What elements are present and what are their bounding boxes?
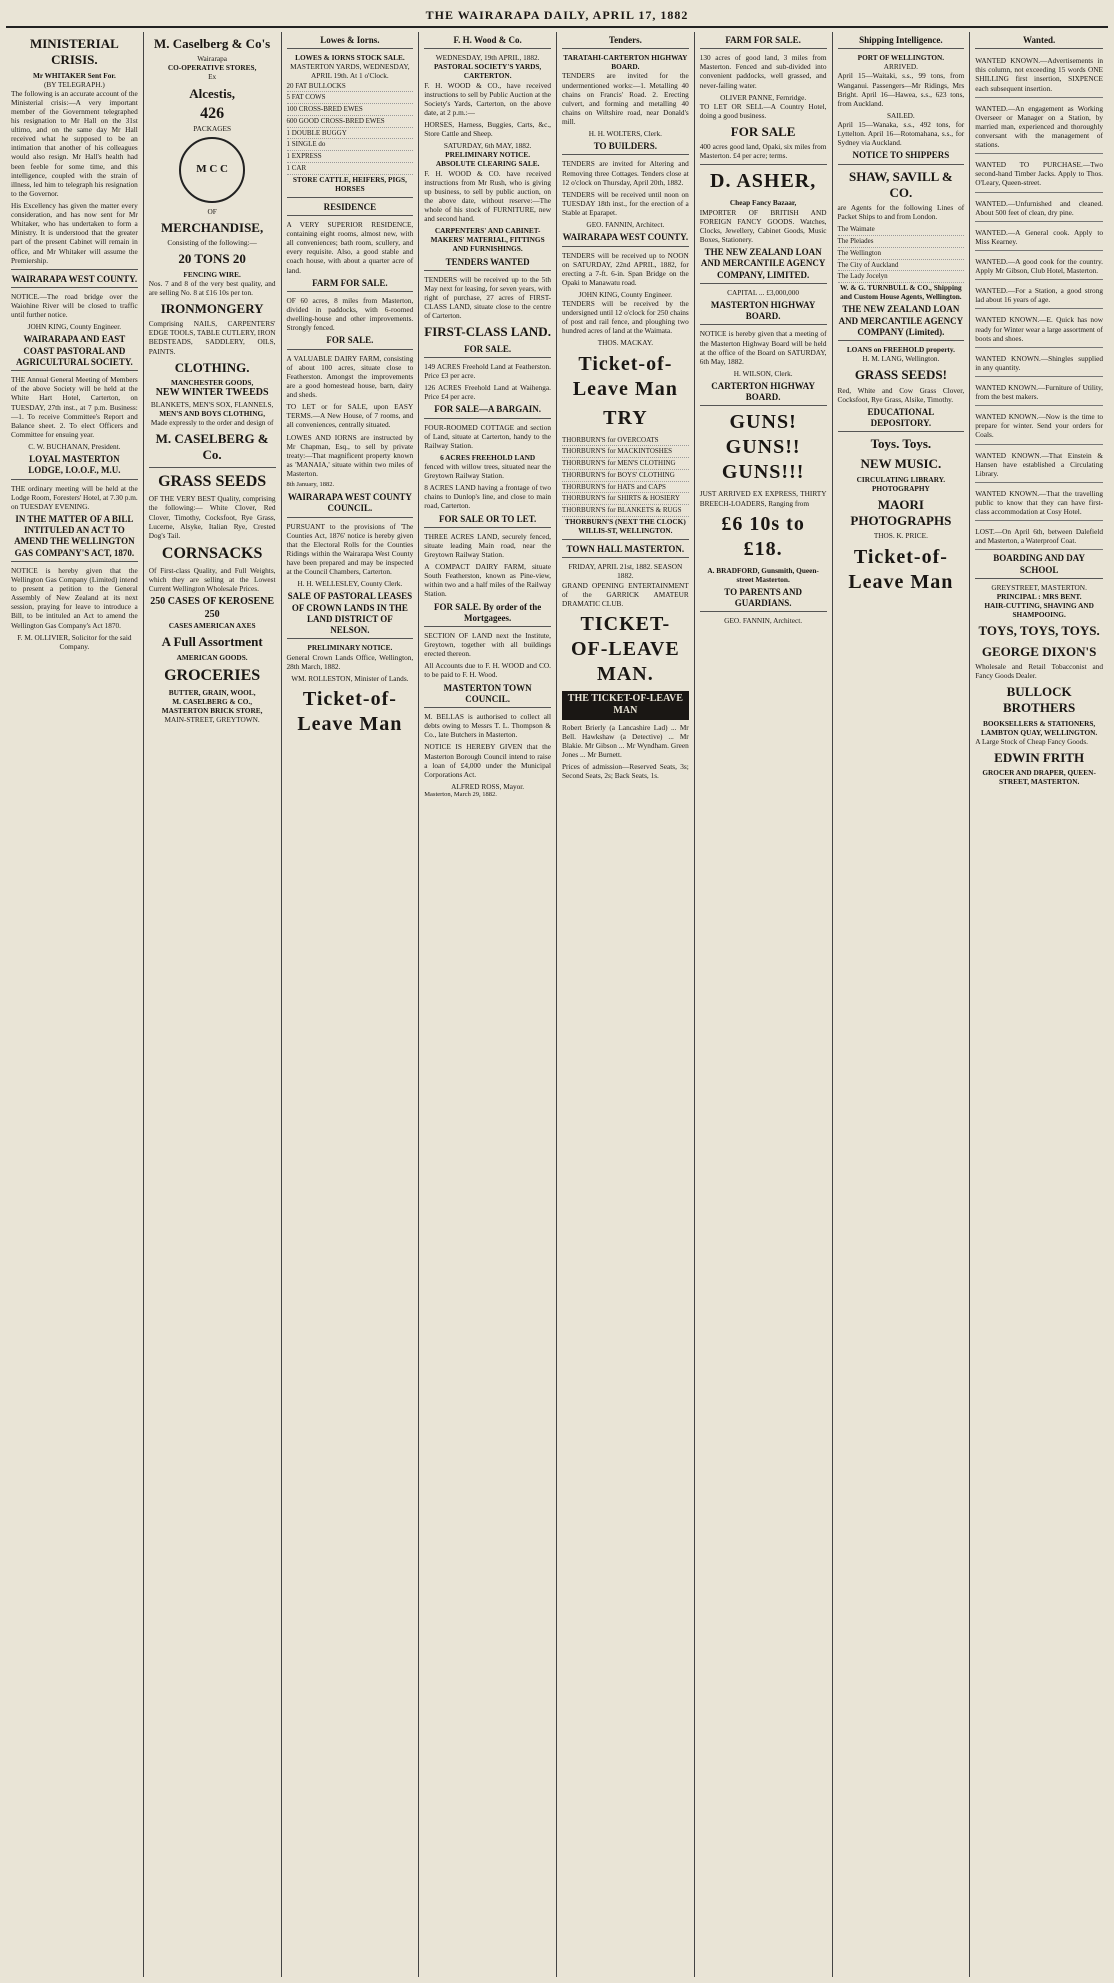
ad-text: TO LET or for SALE, upon EASY TERMS.—A New House, of 7 rooms, and all conveniences, centrally situated. (286, 402, 414, 430)
signature: C. W. BUCHANAN, President. (28, 442, 121, 451)
ad-grass: GRASS SEEDS! (854, 367, 947, 383)
ad-date: 8th January, 1882. (286, 481, 335, 489)
classified-ad: WANTED TO PURCHASE.—Two second-hand Timber Jacks. Apply to Thos. O'Leary, Queen-street. (975, 157, 1103, 192)
list-item: THORBURN'S for MACKINTOSHES (562, 446, 689, 458)
ad-clothing: CLOTHING. (174, 359, 250, 375)
ad-ironmongery: IRONMONGERY (160, 300, 264, 316)
sale-title: LOWES & IORNS STOCK SALE. (295, 53, 405, 63)
ad-text: SECTION OF LAND next the Institute, Greytown, together with all buildings erected thereon. (424, 631, 551, 659)
column-4 (419, 32, 557, 1977)
notice-text: THE Annual General Meeting of Members of the above Society will be held at the White Hart Hotel, Carterton, on TUESDAY, 27th inst., at 7 p.m. Business:—1. To receive Committee's Report and Balance sheet. 2. To elect Officers and Committee for ensuing year. (11, 375, 138, 439)
ad-text: Wholesale and Retail Tobacconist and Fancy Goods Dealer. (975, 661, 1103, 680)
ad-bradford: A. BRADFORD, Gunsmith, Queen-street Masterton. (707, 565, 819, 584)
list-item: 20 FAT BULLOCKS (287, 81, 414, 93)
classified-ad: WANTED.—A good cook for the country. Apply Mr Gibson, Club Hotel, Masterton. (975, 254, 1103, 280)
ad-heading: FARM FOR SALE. (700, 35, 827, 49)
ad-text: Red, White and Cow Grass Clover, Cocksfoot, Rye Grass, Alsike, Timothy. (837, 385, 965, 404)
ad-text: 400 acres good land, Opaki, six miles from Masterton. £4 per acre; terms. (699, 142, 827, 161)
ad-heading: TOWN HALL MASTERTON. (562, 544, 689, 558)
classified-ad: WANTED.—An engagement as Working Overseer or Manager on a Station, by married man, experienced and thoroughly conversant with the management of stations. (975, 101, 1103, 155)
list-item: 1 DOUBLE BUGGY (287, 128, 414, 140)
section-heading: Lowes & Iorns. (287, 35, 414, 49)
ad-masterton: M. CASELBERG & CO., MASTERTON BRICK STORE, (161, 696, 263, 715)
ad-subheading: ARRIVED. (883, 62, 918, 72)
list-item: THORBURN'S for BLANKETS & RUGS (562, 505, 689, 517)
ad-heading: FOR SALE OR TO LET. (424, 514, 551, 528)
ad-text: April 15—Wanaka, s.s., 492 tons, for Lyttelton. April 16—Rotomahana, s.s., for Sydney via Auckland. (837, 120, 965, 148)
ad-heading: 6 ACRES FREEHOLD LAND (440, 452, 536, 462)
column-5 (557, 32, 695, 1977)
ad-merch: MERCHANDISE, (161, 220, 264, 236)
ad-heading: NOTICE TO SHIPPERS (838, 150, 965, 164)
section-heading: Tenders. (562, 35, 689, 49)
ad-text: NOTICE is hereby given that a meeting of the Masterton Highway Board will be held at the office of the Board on SATURDAY, 6th May, 1882. (699, 329, 827, 366)
byline: (BY TELEGRAPH.) (43, 79, 105, 89)
ad-text: TENDERS will be received until noon on TUESDAY 18th inst., for the erection of a Stable at Eparapet. (562, 189, 689, 218)
ad-heading: FOR SALE—A BARGAIN. (424, 404, 551, 418)
ad-subtitle: Wairarapa (197, 54, 228, 64)
ad-ticket-of-leave: Ticket-of-Leave Man (297, 687, 403, 735)
ad-text: JUST ARRIVED EX EXPRESS, THIRTY BREECH-LOADERS, Ranging from (699, 489, 827, 508)
ad-shaw: SHAW, SAVILL & CO. (849, 168, 953, 200)
ad-text: TENDERS are invited for Altering and Removing three Cottages. Tenders close at 12 o'clock on Thursday, April 20th, 1882. (562, 159, 689, 187)
classified-ad: WANTED.—Unfurnished and cleaned. About 500 feet of clean, dry pine. (975, 196, 1103, 222)
ad-forsale: FOR SALE (730, 124, 796, 140)
ad-text: HORSES, Harness, Buggies, Carts, &c., Store Cattle and Sheep. (424, 120, 551, 139)
ad-text: All Accounts due to F. H. WOOD and CO. to be paid to F. H. Wood. (424, 661, 551, 680)
ad-text: A COMPACT DAIRY FARM, situate South Featherston, known as Pine-view, within two and a half miles of the Railway Station. (424, 562, 551, 599)
ad-banner: THE TICKET-OF-LEAVE MAN (562, 691, 689, 720)
list-item: THORBURN'S for HATS and CAPS (562, 482, 689, 494)
ad-maori: MAORI PHOTOGRAPHS (850, 496, 952, 529)
notice-heading: IN THE MATTER OF A BILL INTITULED AN ACT TO AMEND THE WELLINGTON GAS COMPANY'S ACT, 1870. (11, 514, 138, 562)
sale-stores: STORE CATTLE, HEIFERS, PIGS, HORSES (292, 174, 407, 193)
classified-ad: WANTED.—A General cook. Apply to Miss Kearney. (975, 225, 1103, 251)
ad-heading: EDUCATIONAL DEPOSITORY. (838, 407, 965, 433)
ad-text: PURSUANT to the provisions of 'The Counties Act, 1876' notice is hereby given that the Electoral Rolls for the Counties Ridings within the Wairarapa West County have been prepared and may be inspected at the Council Chambers, Carterton. (286, 521, 414, 577)
ad-asher: D. ASHER, (710, 170, 817, 193)
article-paragraph: His Excellency has given the matter every consideration, and has now sent for Mr Whitaker, who has undertaken to form a Ministry. It is understood that the greater part of the present Cabinet will remain in office, and Mr Whitaker will assume the Premiership. (11, 201, 138, 265)
notice-heading: WAIRARAPA WEST COUNTY. (11, 274, 138, 288)
ad-heading: SALE OF PASTORAL LEASES OF CROWN LANDS IN THE LAND DISTRICT OF NELSON. (287, 591, 414, 639)
signature: H. H. WELLESLEY, County Clerk. (297, 579, 403, 589)
ad-subheading: GREYSTREET, MASTERTON. (991, 582, 1087, 592)
ad-bullock-sub: BOOKSELLERS & STATIONERS, LAMBTON QUAY, WELLINGTON. (981, 718, 1098, 737)
ad-heading: BOARDING AND DAY SCHOOL (975, 553, 1103, 579)
ad-text: Of First-class Quality, and Full Weights, which they are selling at the Lowest Current Wellington Wholesale Prices. (148, 565, 276, 594)
list-item: THORBURN'S for BOYS' CLOTHING (562, 470, 689, 482)
ad-butter: BUTTER, GRAIN, WOOL, (168, 687, 256, 697)
signature: OLIVER PANNE, Fernridge. (720, 92, 807, 102)
ad-text: 149 ACRES Freehold Land at Featherston. Price £3 per acre. (424, 361, 551, 380)
signature: H. H. WOLTERS, Clerk. (588, 129, 662, 139)
ad-photo: PHOTOGRAPHY (871, 483, 930, 493)
ad-caselberg: M. CASELBERG & Co. (155, 430, 269, 463)
ad-date: Masterton, March 29, 1882. (424, 790, 497, 798)
ad-ship: Alcestis, (189, 85, 236, 101)
ad-subheading: SAILED. (886, 110, 915, 120)
ad-heading: RESIDENCE (287, 202, 414, 216)
ad-heading: FOR SALE. By order of the Mortgagees. (424, 602, 551, 628)
ad-heading: MASTERTON TOWN COUNCIL. (424, 683, 551, 709)
ad-heading: ABSOLUTE CLEARING SALE. (435, 159, 540, 169)
list-item: THORBURN'S for MEN'S CLOTHING (562, 458, 689, 470)
ad-heading: CARPENTERS' AND CABINET-MAKERS' MATERIAL, FITTINGS AND FURNISHINGS. (430, 226, 545, 254)
ad-text: 126 ACRES Freehold Land at Waihenga. Price £4 per acre. (424, 383, 551, 402)
classified-ad: LOST.—On April 6th, between Dalefield and Masterton, a Waterproof Coat. (975, 524, 1103, 550)
classified-ad: WANTED KNOWN.—That Einstein & Hansen have established a Circulating Library. (975, 448, 1103, 483)
ad-heading: WAIRARAPA WEST COUNTY. (562, 232, 689, 246)
classified-ad: WANTED KNOWN.—Shingles supplied in any quantity. (975, 351, 1103, 377)
signature: F. M. OLLIVIER, Solicitor for the said Company. (17, 632, 132, 651)
ad-edwin-sub: GROCER AND DRAPER, QUEEN-STREET, MASTERTON. (982, 768, 1096, 787)
column-3 (282, 32, 420, 1977)
ad-text: TO LET OR SELL—A Country Hotel, doing a good business. (699, 101, 827, 120)
ad-text: THREE ACRES LAND, securely fenced, situate leading Main road, near the Greytown Railway Station. (424, 531, 551, 559)
ad-edwin: EDWIN FRITH (994, 749, 1085, 765)
signature: ALFRED ROSS, Mayor. (451, 781, 525, 791)
ad-text: F. H. WOOD & CO. have received instructions from Mr Rush, who is giving up business, to sell by public auction, on the above date, without reserve:—The whole of his stock of FURNITURE, new and second hand. (424, 168, 551, 224)
column-1 (6, 32, 144, 1977)
ad-text: April 15—Waitaki, s.s., 99 tons, from Wanganui. Passengers—Mr Ridings, Mrs Bright. April 16—Hawea, s.s., 623 tons, from Auckland. (837, 71, 965, 108)
ad-text: F. H. WOOD & CO., have received instructions to sell by Public Auction at the Society's Yards, Carterton, on the above date, at 2 p.m.:— (424, 80, 551, 117)
ad-text: NOTICE IS HEREBY GIVEN that the Masterton Borough Council intend to raise a loan of £4,000 under the Municipal Corporations Act. (424, 742, 551, 779)
classified-ad: WANTED KNOWN.—Furniture of Utility, from the best makers. (975, 380, 1103, 406)
notice-heading: LOYAL MASTERTON LODGE, I.O.O.F., M.U. (11, 454, 138, 480)
signature: H. M. LANG, Wellington. (862, 354, 940, 364)
ad-tons: 20 TONS 20 (178, 251, 246, 267)
ad-manchester: MANCHESTER GOODS, (170, 377, 254, 387)
ad-cutting: HAIR-CUTTING, SHAVING AND SHAMPOOING. (984, 601, 1094, 620)
ad-heading: TO PARENTS AND GUARDIANS. (700, 587, 827, 613)
ad-guns-price: £6 10s to £18. (721, 512, 805, 560)
signature: H. WILSON, Clerk. (733, 368, 793, 378)
ad-heading: PORT OF WELLINGTON. (857, 53, 945, 63)
sale-lot-list (287, 81, 414, 175)
column-7 (833, 32, 971, 1977)
ad-text: TENDERS will be received by the undersigned until 12 o'clock for 250 chains of post and rail fence, and ploughing two hundred acres of land at the Waimata. (562, 299, 689, 336)
notice-text: NOTICE is hereby given that the Wellington Gas Company (Limited) intend to present a petition to the General Assembly of New Zealand at its next session, praying for leave to introduce a Bill, to be intituled an Act to amend the Wellington Gas Company's Act 1870. (11, 565, 138, 630)
divider (700, 164, 827, 165)
divider (287, 197, 414, 198)
ad-first-class-land: FIRST-CLASS LAND. (424, 324, 551, 340)
ad-text: are Agents for the following Lines of Packet Ships to and from London. (837, 203, 965, 222)
list-item: The Pleiades (838, 236, 965, 248)
ad-text: TENDERS will be received up to NOON on SATURDAY, 22nd APRIL, 1882, for erecting a 7-ft. 6-in. Span Bridge on the Opaki to Manawatu road. (562, 250, 689, 287)
ad-consisting: Consisting of the following:— (167, 238, 257, 248)
ad-text: General Crown Lands Office, Wellington, 28th March, 1882. (286, 652, 414, 671)
sale-subtitle: MASTERTON YARDS, WEDNESDAY, APRIL 19th. At 1 o'Clock. (290, 62, 410, 81)
column-6 (695, 32, 833, 1977)
ad-loans: LOANS on FREEHOLD property. (846, 345, 955, 355)
ad-heading: FOR SALE. (424, 344, 551, 358)
ad-text: M. BELLAS is authorised to collect all debts owing to Messrs T. L. Thompson & Co., late Butchers in Masterton. (424, 712, 551, 740)
ad-groceries: GROCERIES (164, 666, 261, 684)
list-item: 1 SINGLE do (287, 139, 414, 151)
ad-text: LOWES AND IORNS are instructed by Mr Chapman, Esq., to sell by private treaty:—That magnificent property known as 'MANAIA,' situate within two miles of Masterton. (286, 432, 414, 478)
classified-ad: WANTED KNOWN.—E. Quick has now ready for Winter wear a large assortment of boots and shoes. (975, 312, 1103, 347)
ad-ex: Ex (208, 72, 217, 82)
ad-main: MAIN-STREET, GREYTOWN. (164, 715, 260, 725)
ad-heading: FOR SALE. (287, 335, 414, 349)
signature: JOHN KING, County Engineer. (27, 322, 122, 332)
ad-principal: PRINCIPAL : MRS BENT. (996, 592, 1082, 602)
ad-title: M. Caselberg & Co's (153, 36, 271, 51)
ad-capital: CAPITAL ... £3,000,000 (727, 287, 800, 297)
classified-ad: WANTED.—For a Station, a good strong lad about 16 years of age. (975, 283, 1103, 309)
ad-asher-sub: Cheap Fancy Bazaar, (729, 198, 797, 208)
ad-kerosene: 250 CASES OF KEROSENE 250 (150, 596, 275, 620)
ad-text: A Large Stock of Cheap Fancy Goods. (975, 736, 1088, 746)
ad-text: 130 acres of good land, 3 miles from Masterton. Fenced and sub-divided into convenient paddocks, well grassed, and never-failing water. (699, 53, 827, 90)
ad-date: WEDNESDAY, 19th APRIL, 1882. (435, 53, 540, 63)
list-item: 5 FAT COWS (287, 92, 414, 104)
section-heading: Wanted. (975, 35, 1103, 49)
column-2 (144, 32, 282, 1977)
signature: THOS. MACKAY. (597, 338, 654, 348)
notice-text: NOTICE.—The road bridge over the Waiohine River will be closed to traffic until further notice. (11, 292, 138, 320)
thorburn-list (562, 435, 689, 517)
masthead: THE WAIRARAPA DAILY, APRIL 17, 1882 (6, 4, 1108, 28)
ad-seeds: GRASS SEEDS (158, 473, 267, 491)
list-item: THORBURN'S for OVERCOATS (562, 435, 689, 447)
ad-text: A VERY SUPERIOR RESIDENCE, containing eight rooms, almost new, with all conveniences; bath room, scullery, and every requisite. Also, a good stable and coach house, with about a quarter acre of land. (286, 220, 414, 275)
list-item: 1 EXPRESS (287, 151, 414, 163)
ad-ticket-of-leave: Ticket-of-Leave Man (572, 352, 678, 400)
ad-text: fenced with willow trees, situated near the Greytown Railway Station. (424, 461, 551, 481)
ad-heading: MASTERTON HIGHWAY BOARD. (700, 300, 827, 326)
ad-date: SATURDAY, 6th MAY, 1882. (443, 141, 532, 151)
headline-ministerial-crisis: MINISTERIAL CRISIS. (29, 36, 119, 68)
ad-bottom: MEN'S AND BOYS CLOTHING, (159, 408, 266, 418)
ad-fencing: FENCING WIRE. (183, 269, 241, 279)
list-item: The Wellington (838, 248, 965, 260)
ad-assortment: A Full Assortment (161, 634, 263, 650)
list-item: The Waimate (838, 224, 965, 236)
ad-american: CASES AMERICAN AXES (168, 621, 256, 631)
mcc-seal-logo: M C C (179, 137, 245, 203)
ad-blankets: BLANKETS, MEN'S SOX, FLANNELS, (150, 399, 274, 409)
signature: WM. ROLLESTON, Minister of Lands. (291, 673, 409, 683)
ad-winter: NEW WINTER TWEEDS (155, 387, 269, 399)
ad-goods: AMERICAN GOODS. (176, 652, 248, 662)
ad-heading: WAIRARAPA WEST COUNTY COUNCIL. (287, 492, 414, 518)
classified-ad: WANTED KNOWN.—That the travelling public to know that they can have first-class accommodation at Cosy Hotel. (975, 486, 1103, 521)
ad-heading: TENDERS WANTED (424, 257, 551, 271)
ad-text: FOUR-ROOMED COTTAGE and section of Land, situate at Carterton, handy to the Railway Station. (424, 422, 551, 450)
ad-text: Comprising NAILS, CARPENTERS' EDGE TOOLS, TABLE CUTLERY, IRON BEDSTEADS, SADDLERY, OILS, PAINTS. (148, 319, 276, 356)
list-item: 100 CROSS-BRED EWES (287, 104, 414, 116)
ad-turnbull: W. & G. TURNBULL & CO., Shipping and Custom House Agents, Wellington. (840, 283, 962, 302)
ad-cornsacks: CORNSACKS (161, 544, 263, 562)
ad-text: Nos. 7 and 8 of the very best quality, and are selling No. 8 at £16 10s per ton. (148, 278, 276, 297)
classified-ad: WANTED KNOWN.—Advertisements in this column, not exceeding 15 words ONE SHILLING first insertion, SIXPENCE each subsequent insertion. (975, 53, 1103, 97)
ad-of: OF (207, 206, 217, 216)
subhead-whitaker: Mr WHITAKER Sent For. (32, 70, 116, 80)
ad-stores: CO-OPERATIVE STORES, (167, 63, 257, 73)
ad-guns: GUNS! GUNS!! GUNS!!! (721, 411, 805, 484)
ad-text: A VALUABLE DAIRY FARM, consisting of about 100 acres, situate close to Featherston. Amongst the improvements are a good homestead house, barn, dairy and sheds. (286, 353, 414, 400)
list-item: The Lady Jocelyn (838, 271, 965, 283)
divider (562, 539, 689, 540)
ad-thorburn: THORBURN'S (NEXT THE CLOCK) WILLIS-ST, WELLINGTON. (564, 516, 686, 535)
ad-packages: PACKAGES (193, 123, 232, 133)
ad-heading: TARATAHI-CARTERTON HIGHWAY BOARD. (563, 53, 688, 72)
ad-dixon: GEORGE DIXON'S (981, 643, 1097, 659)
ad-packages-count: 426 (200, 104, 225, 122)
divider (149, 467, 276, 468)
signature: THOS. K. PRICE. (873, 531, 928, 541)
classified-ad: WANTED KNOWN.—Now is the time to prepare for winter. Send your orders for Coals. (975, 409, 1103, 444)
ad-heading: CARTERTON HIGHWAY BOARD. (700, 381, 827, 407)
list-item: THORBURN'S for SHIRTS & HOSIERY (562, 493, 689, 505)
list-item: 1 CAR (287, 163, 414, 175)
ad-heading: PASTORAL SOCIETY'S YARDS, CARTERTON. (433, 62, 542, 81)
ad-text: OF THE VERY BEST Quality, comprising the following:— White Clover, Red Clover, Timothy, Cocksfoot, Rye Grass, Lucerne, Alsyke, Italian Rye, Crested Dog's Tail. (148, 494, 276, 540)
notice-text: THE ordinary meeting will be held at the Lodge Room, Foresters' Hotel, at 7.30 p.m. on TUESDAY EVENING. (11, 483, 138, 511)
notice-heading: WAIRARAPA AND EAST COAST PASTORAL AND AGRICULTURAL SOCIETY. (11, 334, 138, 371)
article-paragraph: The following is an accurate account of the Ministerial crisis:—A very important member of the Government telegraphed his resignation to Mr Hall on the 31st ultimo, and on the same day Mr Hall received what he supposed to be an intimation that another of his colleagues would also resign. Mr Hall's health had been feeble for some time, and this intelligence, coupled with the strain of illness, led him to telegraph his resignation to the Governor. (11, 88, 138, 198)
list-item: 600 GOOD CROSS-BRED EWES (287, 116, 414, 128)
ad-toys: Toys. Toys. (870, 436, 932, 452)
ad-heading: THE NEW ZEALAND LOAN AND MERCANTILE AGENCY COMPANY, LIMITED. (700, 247, 827, 284)
ad-heading: THE NEW ZEALAND LOAN AND MERCANTILE AGENCY COMPANY (Limited). (838, 304, 965, 341)
signature: GEO. FANNIN, Architect. (586, 220, 665, 230)
section-heading: F. H. Wood & Co. (424, 35, 551, 49)
column-8 (970, 32, 1108, 1977)
ad-try: TRY (603, 406, 648, 429)
ad-text: TENDERS are invited for the undermentioned works:—1. Metalling 40 chains on Francis' Road. 2. Erecting culvert, and forming and metalling 40 chains on Wiltshire road, near Donald's mill. (562, 71, 689, 127)
ad-text: Robert Brierly (a Lancashire Lad) ... Mr Bell. Hawkshaw (a Detective) ... Mr Blakie. Mr Gibson ... Mr Wyndham. Green Jones ... Mr Burnett. (562, 722, 689, 760)
ad-ticket-man: TICKET-OF-LEAVE MAN. (570, 612, 680, 685)
section-heading: Shipping Intelligence. (838, 35, 965, 49)
ad-ticket-of-leave: Ticket-of-Leave Man (848, 545, 954, 593)
ad-text: IMPORTER OF BRITISH AND FOREIGN FANCY GOODS. Watches, Clocks, Jewellery, Cabinet Goods, Music Boxes, Stationery. (699, 207, 827, 244)
divider (11, 269, 138, 270)
ad-heading: PRELIMINARY NOTICE. (445, 150, 531, 160)
ad-toys: TOYS, TOYS, TOYS. (978, 623, 1100, 639)
ad-heading: FARM FOR SALE. (287, 278, 414, 292)
ad-text: Prices of admission—Reserved Seats, 3s; Second Seats, 2s; Back Seats, 1s. (562, 762, 689, 781)
ad-order: Made expressly to the order and design of (150, 417, 274, 427)
columns (6, 32, 1108, 1977)
signature: GEO. FANNIN, Architect. (724, 616, 803, 626)
ad-text: GRAND OPENING ENTERTAINMENT of the GARRICK AMATEUR DRAMATIC CLUB. (562, 580, 689, 608)
ad-date: FRIDAY, APRIL 21st, 1882. SEASON 1882. (568, 562, 683, 581)
list-item: The City of Auckland (838, 260, 965, 272)
signature: JOHN KING, County Engineer. (578, 289, 673, 299)
ad-text: TENDERS will be received up to the 5th May next for leasing, for seven years, with right of purchase, 27 acres of FIRST-CLASS LAND, situate close to the centre of Carterton. (424, 274, 551, 321)
ad-heading: TO BUILDERS. (562, 141, 689, 155)
ad-bullock: BULLOCK BROTHERS (1003, 684, 1076, 716)
ad-text: OF 60 acres, 8 miles from Masterton, divided in paddocks, with 6-roomed dwelling-house and other improvements. Strongly fenced. (286, 295, 414, 333)
ad-circulating: CIRCULATING LIBRARY. (856, 474, 946, 484)
ad-text: 8 ACRES LAND having a frontage of two chains to Dunlop's line, and close to main road, Carterton. (424, 483, 551, 511)
ad-music: NEW MUSIC. (860, 456, 942, 472)
ship-list (838, 224, 965, 283)
ad-subheading: PRELIMINARY NOTICE. (307, 643, 393, 653)
